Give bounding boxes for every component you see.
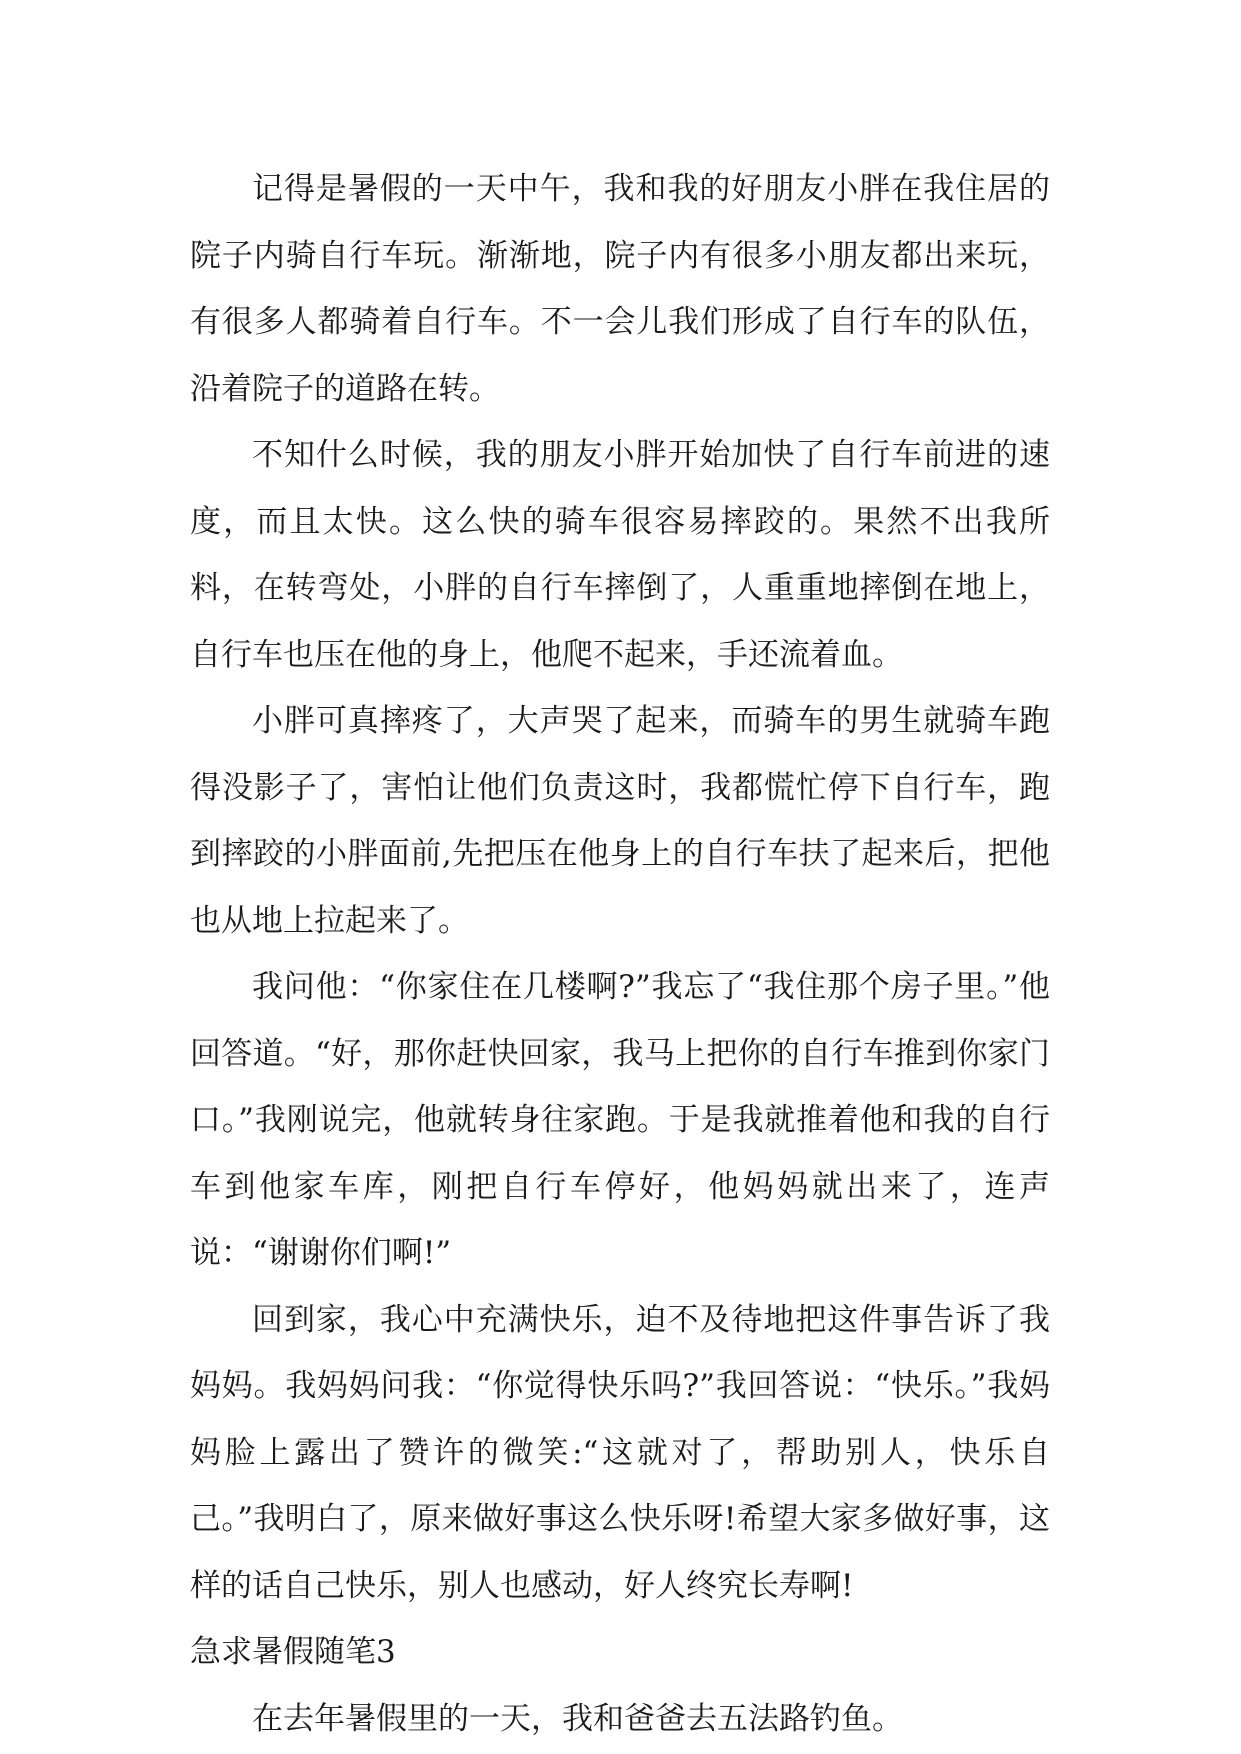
paragraph-6: 在去年暑假里的一天，我和爸爸去五法路钓鱼。 [252, 1700, 903, 1737]
paragraph-4: 我问他：“你家住在几楼啊?”我忘了“我住那个房子里。”他回答道。“好，那你赶快回家，我马上把你的自行车推到你家门口。”我刚说完，他就转身往家跑。于是我就推着他和我的自行车到他家车库，刚把自行车停好，他妈妈就出来了，连声说：“谢谢你们啊!” [190, 969, 1050, 1271]
document-page [190, 156, 1050, 1752]
paragraph-3: 小胖可真摔疼了，大声哭了起来，而骑车的男生就骑车跑得没影子了，害怕让他们负责这时，我都慌忙停下自行车，跑到摔跤的小胖面前,先把压在他身上的自行车扶了起来后，把他也从地上拉起来了。 [190, 703, 1050, 939]
paragraph-1: 记得是暑假的一天中午，我和我的好朋友小胖在我住居的院子内骑自行车玩。渐渐地，院子内有很多小朋友都出来玩，有很多人都骑着自行车。不一会儿我们形成了自行车的队伍，沿着院子的道路在转。 [190, 171, 1050, 407]
paragraph-5: 回到家，我心中充满快乐，迫不及待地把这件事告诉了我妈妈。我妈妈问我：“你觉得快乐吗?”我回答说：“快乐。”我妈妈脸上露出了赞许的微笑:“这就对了，帮助别人，快乐自己。”我明白了，原来做好事这么快乐呀!希望大家多做好事，这样的话自己快乐，别人也感动，好人终究长寿啊! [190, 1301, 1050, 1604]
paragraph-2: 不知什么时候，我的朋友小胖开始加快了自行车前进的速度，而且太快。这么快的骑车很容易摔跤的。果然不出我所料，在转弯处，小胖的自行车摔倒了，人重重地摔倒在地上，自行车也压在他的身上，他爬不起来，手还流着血。 [190, 437, 1050, 673]
section-heading: 急求暑假随笔3 [190, 1634, 396, 1670]
